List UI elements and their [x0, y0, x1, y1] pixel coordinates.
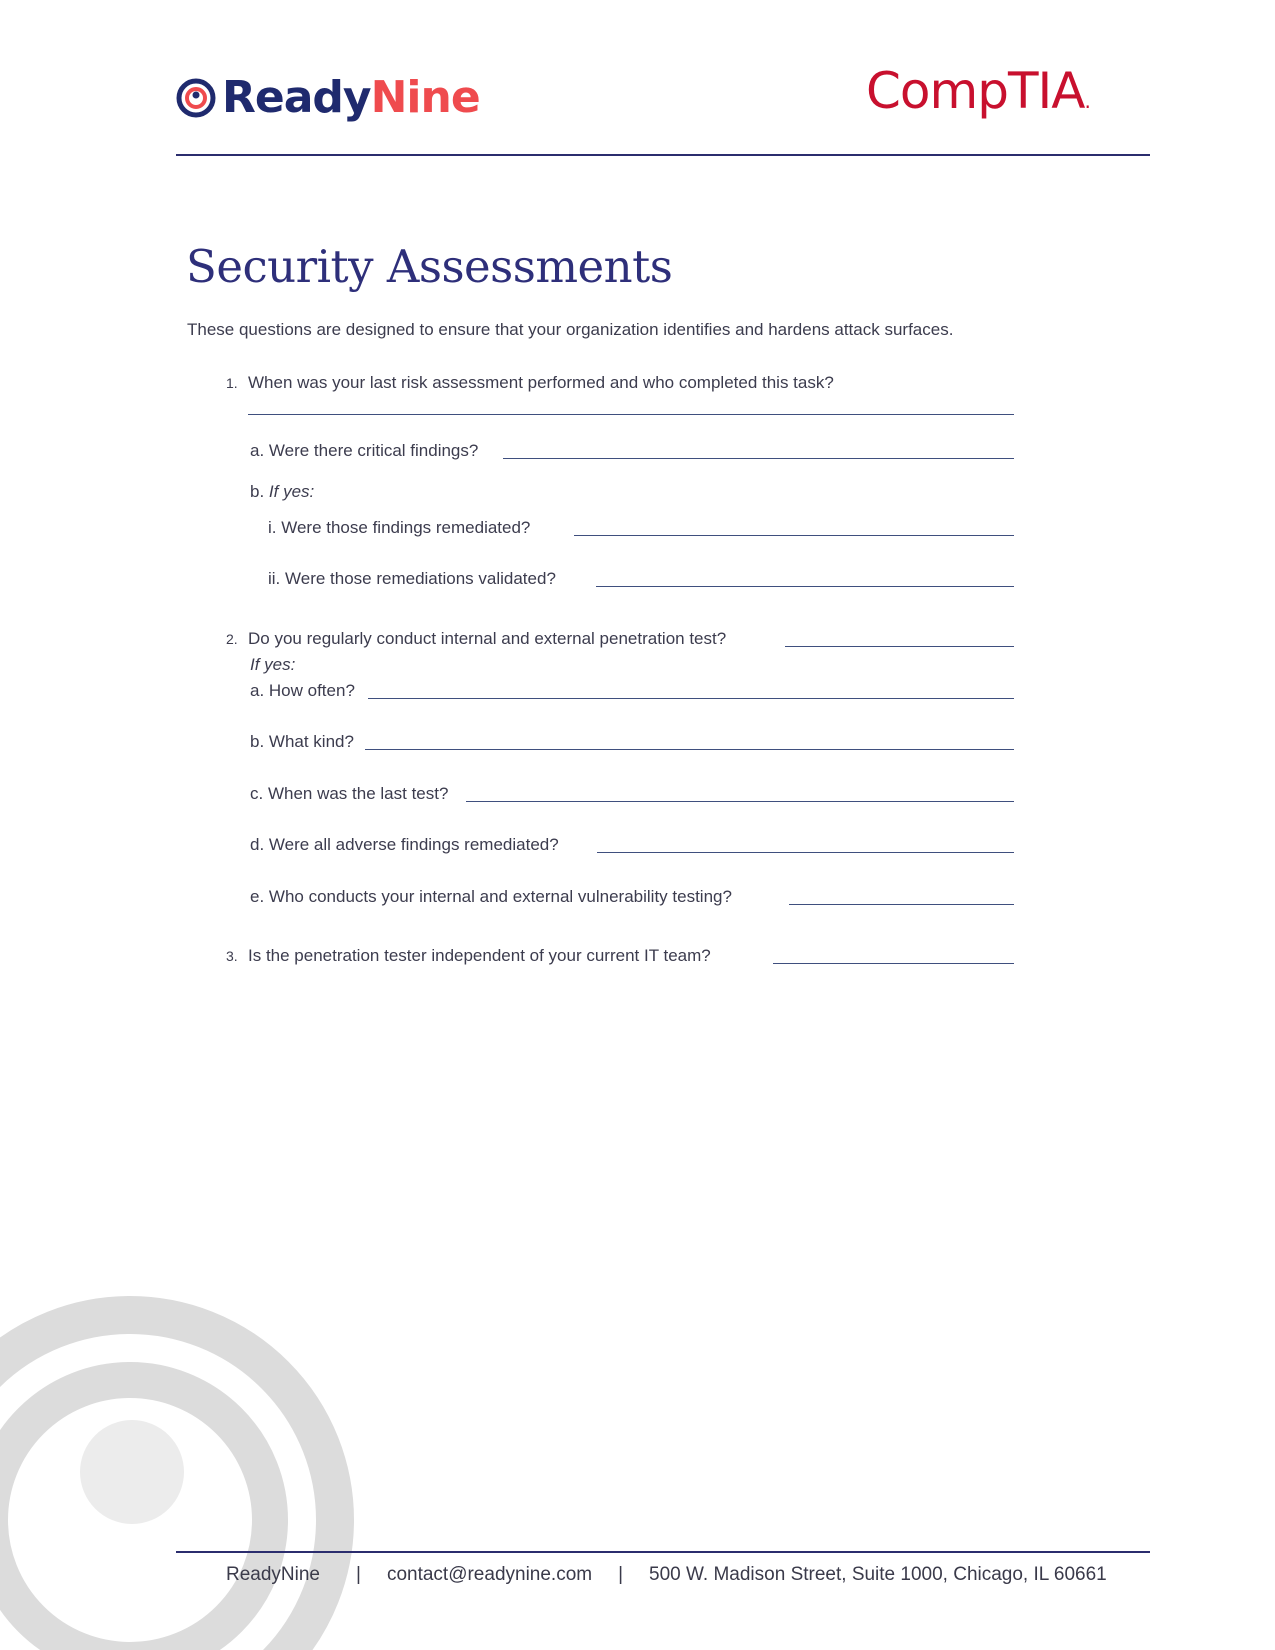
readynine-logo	[176, 70, 480, 126]
q1b-i-answer-line[interactable]	[574, 535, 1014, 536]
readynine-watermark-icon	[0, 1280, 380, 1650]
target-pin-icon	[176, 78, 216, 118]
footer-company: ReadyNine	[226, 1564, 320, 1585]
q2b-text: b. What kind?	[250, 732, 354, 751]
q1b-i-text: i. Were those findings remediated?	[268, 518, 531, 537]
q1-number: 1.	[226, 375, 238, 391]
q1-answer-line[interactable]	[248, 414, 1014, 415]
q2d-text: d. Were all adverse findings remediated?	[250, 835, 559, 854]
q2-text: Do you regularly conduct internal and external penetration test?	[248, 629, 727, 648]
comptia-logo	[866, 62, 1090, 120]
footer-address: 500 W. Madison Street, Suite 1000, Chicago, IL 60661	[649, 1564, 1107, 1585]
q2a-answer-line[interactable]	[368, 698, 1014, 699]
footer-separator: |	[618, 1564, 624, 1585]
q2-number: 2.	[226, 631, 238, 647]
q1b-ii-answer-line[interactable]	[596, 586, 1014, 587]
q1b-label	[250, 482, 314, 502]
comptia-logo-mark: .	[1084, 89, 1090, 113]
q2e-text: e. Who conducts your internal and external vulnerability testing?	[250, 887, 732, 906]
footer-separator: |	[356, 1564, 361, 1585]
q1b-prefix: b.	[250, 482, 265, 501]
footer-rule	[176, 1551, 1150, 1553]
q2c-answer-line[interactable]	[466, 801, 1014, 802]
q1-text: When was your last risk assessment performed and who completed this task?	[248, 373, 834, 392]
footer-email[interactable]: contact@readynine.com	[386, 1564, 593, 1585]
q2b-answer-line[interactable]	[365, 749, 1014, 750]
header-rule	[176, 154, 1150, 156]
q1a-text: a. Were there critical findings?	[250, 441, 479, 460]
q1b-if-yes: If yes:	[268, 482, 315, 501]
q2-if-yes: If yes:	[250, 655, 296, 674]
page-title: Security Assessments	[186, 240, 673, 293]
q2d-answer-line[interactable]	[597, 852, 1014, 853]
intro-text: These questions are designed to ensure that your organization identifies and hardens attack surfaces.	[187, 320, 954, 339]
footer	[226, 1564, 1107, 1586]
comptia-logo-text: CompTIA	[866, 62, 1085, 120]
q2-answer-line[interactable]	[785, 646, 1014, 647]
q3-number: 3.	[226, 948, 238, 964]
q1a-answer-line[interactable]	[503, 458, 1014, 459]
q2a-text: a. How often?	[250, 681, 355, 700]
q2e-answer-line[interactable]	[789, 904, 1014, 905]
readynine-logo-part1: Ready	[222, 72, 371, 123]
q3-answer-line[interactable]	[773, 963, 1014, 964]
q2c-text: c. When was the last test?	[250, 784, 449, 803]
q1b-ii-text: ii. Were those remediations validated?	[268, 569, 556, 588]
readynine-logo-part2: Nine	[370, 72, 480, 123]
q3-text: Is the penetration tester independent of your current IT team?	[248, 946, 711, 965]
